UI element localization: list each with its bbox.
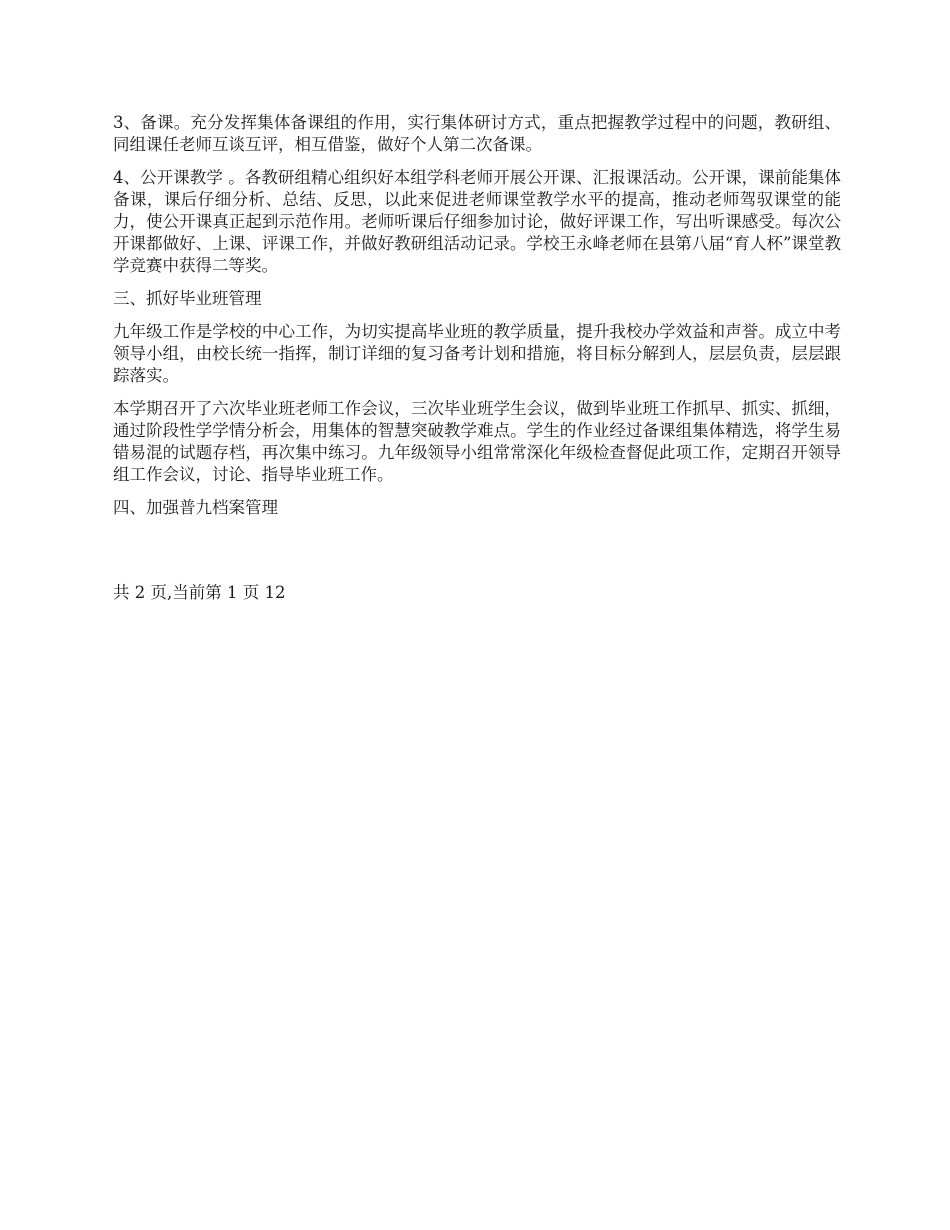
section-heading-archive-management: 四、加强普九档案管理 — [113, 498, 278, 517]
document-body — [113, 112, 841, 530]
paragraph-open-class: 4、公开课教学 。各教研组精心组织好本组学科老师开展公开课、汇报课活动。公开课，课前能集体备课，课后仔细分析、总结、反思，以此来促进老师课堂教学水平的提高，推动老师驾驭课堂的能力，使公开课真正起到示范作用。老师听课后仔细参加讨论，做好评课工作，写出听课感受。每次公开课都做好、上课、评课工作，并做好教研组活动记录。学校王永峰老师在县第八届“育人杯”课堂教学竞赛中获得二等奖。 — [113, 168, 841, 275]
paragraph-grade-nine-work: 九年级工作是学校的中心工作，为切实提高毕业班的教学质量，提升我校办学效益和声誉。成立中考领导小组，由校长统一指挥，制订详细的复习备考计划和措施，将目标分解到人，层层负责，层层跟踪落实。 — [113, 322, 841, 385]
paragraph-lesson-prep: 3、备课。充分发挥集体备课组的作用，实行集体研讨方式，重点把握教学过程中的问题，教研组、同组课任老师互谈互评，相互借鉴，做好个人第二次备课。 — [113, 113, 841, 154]
page-footer: 共 2 页,当前第 1 页 12 — [113, 583, 286, 602]
paragraph-graduating-meetings: 本学期召开了六次毕业班老师工作会议，三次毕业班学生会议，做到毕业班工作抓早、抓实、抓细，通过阶段性学学情分析会，用集体的智慧突破教学难点。学生的作业经过备课组集体精选，将学生易错易混的试题存档，再次集中练习。九年级领导小组常常深化年级检查督促此项工作，定期召开领导组工作会议，讨论、指导毕业班工作。 — [113, 399, 841, 484]
section-heading-graduating-class: 三、抓好毕业班管理 — [113, 289, 262, 308]
